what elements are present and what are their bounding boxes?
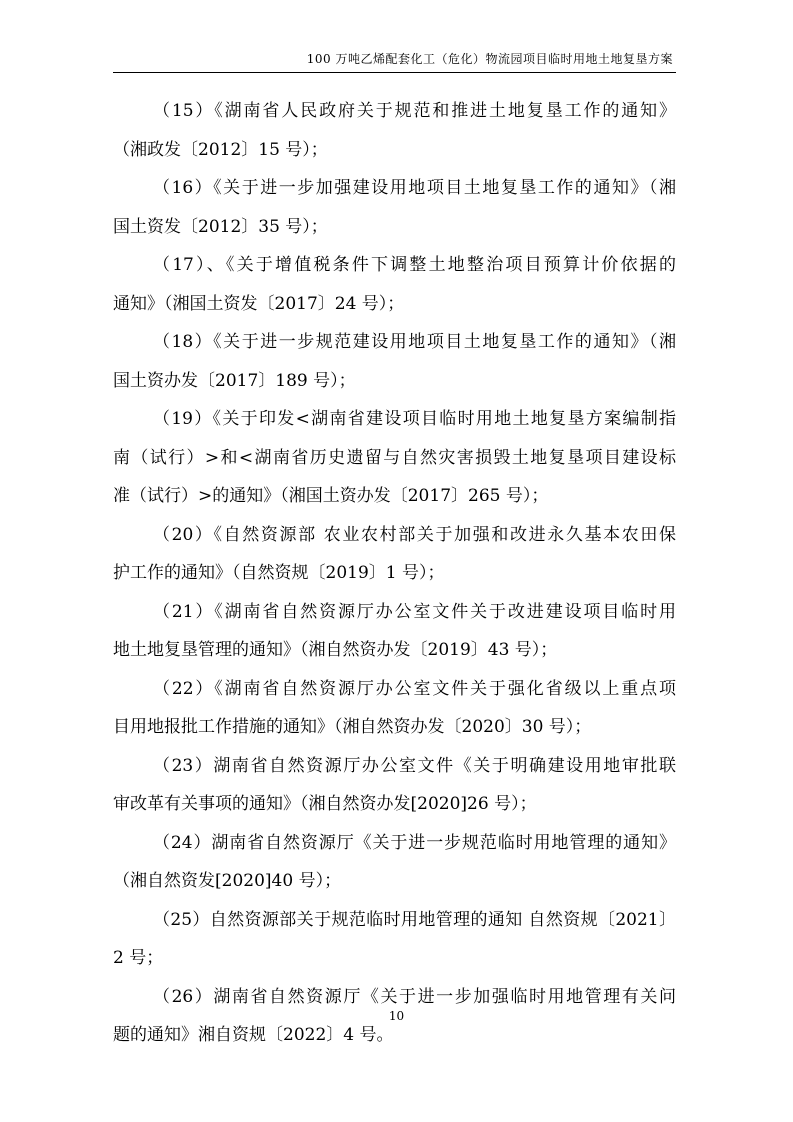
- text-line: （23）湖南省自然资源厅办公室文件《关于明确建设用地审批联: [153, 755, 676, 776]
- text-line: 地土地复垦管理的通知》（湘自然资办发〔2019〕43 号）；: [113, 640, 558, 660]
- text-line: 南（试行）>和<湖南省历史遗留与自然灾害损毁土地复垦项目建设标: [113, 447, 676, 468]
- text-line: 2 号；: [113, 948, 164, 968]
- text-line: （15）《湖南省人民政府关于规范和推进土地复垦工作的通知》: [153, 101, 676, 121]
- text-line: 准（试行）>的通知》（湘国土资办发〔2017〕265 号）；: [113, 486, 549, 506]
- running-header: 100 万吨乙烯配套化工（危化）物流园项目临时用地土地复垦方案: [306, 52, 673, 66]
- text-line: （16）《关于进一步加强建设用地项目土地复垦工作的通知》（湘: [153, 178, 676, 198]
- text-line: （20）《自然资源部 农业农村部关于加强和改进永久基本农田保: [153, 524, 676, 545]
- text-line: 通知》（湘国土资发〔2017〕24 号）；: [113, 293, 405, 314]
- text-line: （21）《湖南省自然资源厅办公室文件关于改进建设项目临时用: [153, 601, 676, 622]
- text-line: 护工作的通知》（自然资规〔2019〕1 号）；: [113, 563, 445, 583]
- text-line: （24）湖南省自然资源厅《关于进一步规范临时用地管理的通知》: [153, 832, 676, 853]
- text-line: 目用地报批工作措施的通知》（湘自然资办发〔2020〕30 号）；: [113, 717, 592, 737]
- text-line: （19）《关于印发<湖南省建设项目临时用地土地复垦方案编制指: [153, 409, 676, 429]
- text-line: （25）自然资源部关于规范临时用地管理的通知 自然资规〔2021〕: [153, 909, 676, 930]
- text-line: （湘自然资发[2020]40 号）；: [113, 871, 342, 891]
- text-line: （17）、《关于增值税条件下调整土地整治项目预算计价依据的: [153, 255, 676, 275]
- text-line: 国土资办发〔2017〕189 号）；: [113, 370, 356, 391]
- header-rule: [113, 72, 676, 73]
- text-line: （26）湖南省自然资源厅《关于进一步加强临时用地管理有关问: [153, 986, 676, 1007]
- regulation-list: [113, 92, 676, 1055]
- text-line: 题的通知》湘自资规〔2022〕4 号。: [113, 1025, 394, 1045]
- text-line: （18）《关于进一步规范建设用地项目土地复垦工作的通知》（湘: [153, 332, 676, 352]
- text-line: 审改革有关事项的通知》（湘自然资办发[2020]26 号）；: [113, 794, 537, 814]
- text-line: 国土资发〔2012〕35 号）；: [113, 216, 328, 237]
- text-line: （22）《湖南省自然资源厅办公室文件关于强化省级以上重点项: [153, 678, 676, 699]
- text-line: （湘政发〔2012〕15 号）；: [113, 139, 328, 160]
- page-number: 10: [388, 1009, 405, 1023]
